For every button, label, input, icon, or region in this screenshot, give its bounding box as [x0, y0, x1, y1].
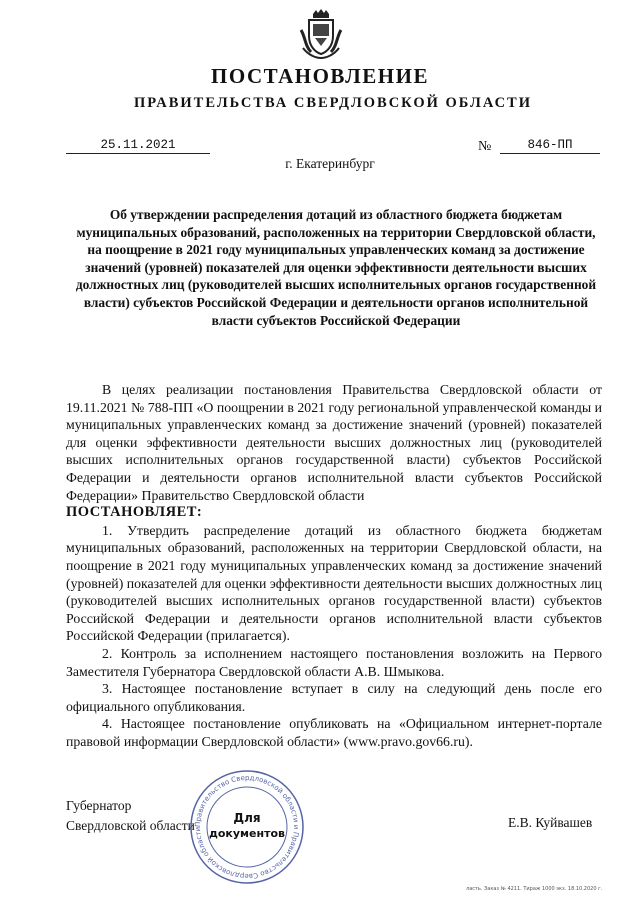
- decree-word: ПОСТАНОВЛЯЕТ:: [66, 504, 203, 521]
- body-item-2: 2. Контроль за исполнением настоящего постановления возложить на Первого Заместителя Губернатора Свердловской области А.В. Шмыкова.: [66, 645, 602, 679]
- document-body: [66, 381, 602, 750]
- document-subtitle: ПРАВИТЕЛЬСТВА СВЕРДЛОВСКОЙ ОБЛАСТИ: [133, 95, 533, 111]
- stamp-center-line1: Для: [233, 811, 261, 825]
- signer-position-line2: Свердловской области: [66, 818, 195, 833]
- body-item-3: 3. Настоящее постановление вступает в силу на следующий день после его официального опубликования.: [66, 681, 602, 714]
- document-number: 846-ПП: [500, 138, 600, 154]
- signer-position: [66, 796, 195, 836]
- number-sign: №: [478, 139, 492, 154]
- document-city: г. Екатеринбург: [285, 156, 375, 171]
- signer-position-line1: Губернатор: [66, 798, 132, 813]
- document-title: ПОСТАНОВЛЕНИЕ: [211, 64, 429, 88]
- signer-name: Е.В. Куйвашев: [508, 815, 593, 830]
- document-date: 25.11.2021: [66, 138, 210, 154]
- stamp-ring-text: Правительство Свердловской области и Правительство Свердловской области: [193, 773, 301, 881]
- coat-of-arms-icon: [299, 8, 343, 60]
- official-stamp: [188, 768, 306, 886]
- stamp-center-line2: документов: [208, 827, 286, 840]
- print-note: ласть. Заказ № 4211. Тираж 1000 экз. 18.10.2020 г.: [466, 886, 603, 892]
- body-item-1: 1. Утвердить распределение дотаций из областного бюджета бюджетам муниципальных образований, расположенных на территории Свердловской области, на поощрение в 2021 году муниципальных управленческих команд за достижение значений (уровней) показателей для оценки эффективности деятельности высших должностных лиц (руководителей высших исполнительных органов государственной власти) субъектов Российской Федерации и деятельности органов исполнительной власти субъектов Российской Федерации (прилагается).: [66, 522, 602, 644]
- document-heading: Об утверждении распределения дотаций из областного бюджета бюджетам муниципальных образований, расположенных на территории Свердловской области, на поощрение в 2021 году муниципальных управленческих команд за достижение значений (уровней) показателей для оценки эффективности деятельности высших должностных лиц (руководителей высших исполнительных органов государственной власти) субъектов Российской Федерации и деятельности органов исполнительной власти субъектов Российской Федерации: [75, 207, 597, 328]
- preamble-paragraph: В целях реализации постановления Правительства Свердловской области от 19.11.2021 № 788-ПП «О поощрении в 2021 году региональной управленческой команды и муниципальных управленческих команд за достижение значений (уровней) показателей для оценки эффективности деятельности высших должностных лиц (руководителей высших исполнительных органов государственной власти) субъектов Российской Федерации и деятельности органов исполнительной власти субъектов Российской Федерации» Правительство Свердловской области: [66, 382, 602, 503]
- body-item-4: 4. Настоящее постановление опубликовать на «Официальном интернет-портале правовой информации Свердловской области» (www.pravo.gov66.ru).: [66, 716, 602, 749]
